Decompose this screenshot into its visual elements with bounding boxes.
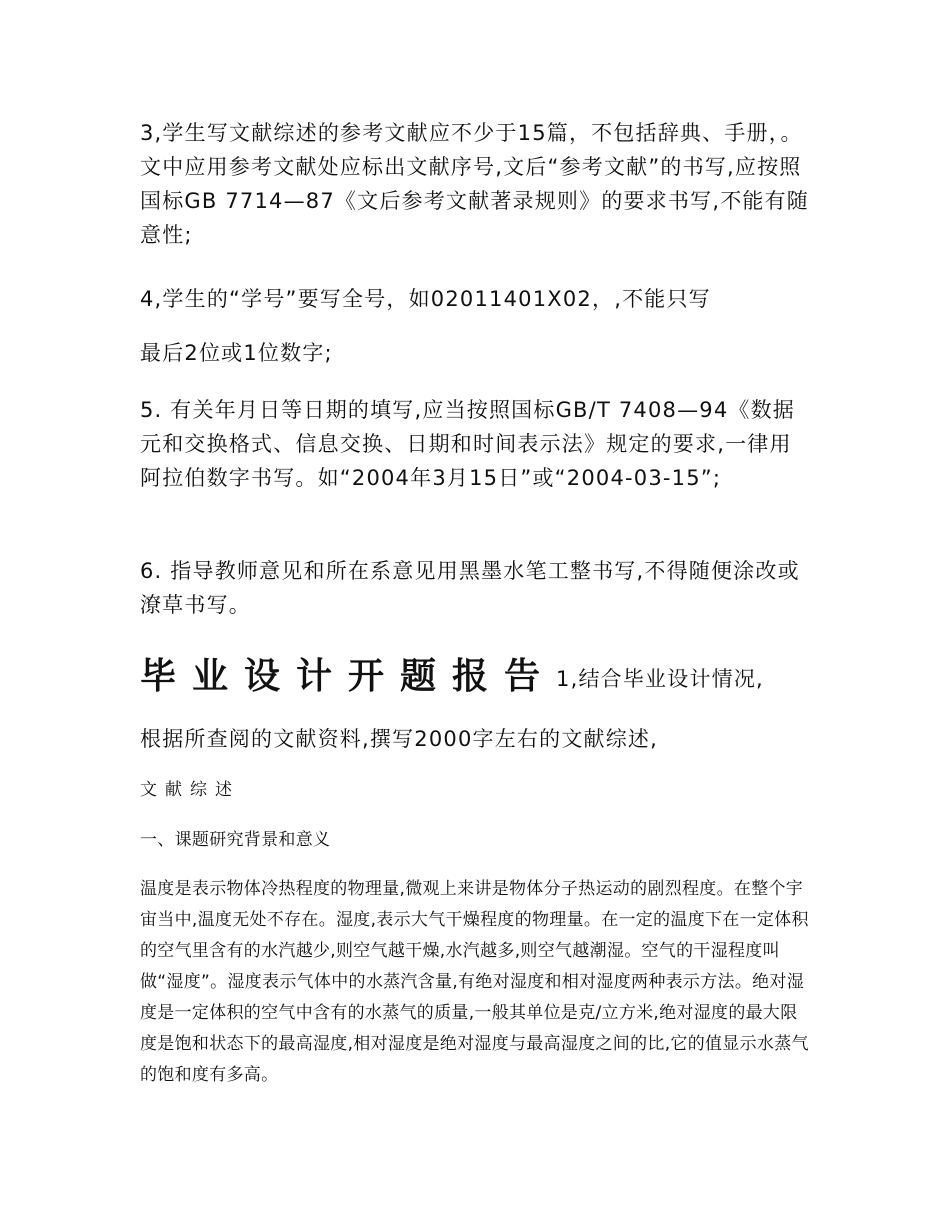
paragraph-item-4-line-2: 最后2位或1位数字; (140, 341, 333, 365)
title-tail-text: 1,结合毕业设计情况, (556, 667, 764, 691)
paragraph-item-4-line-1: 4,学生的“学号”要写全号，如02011401X02，,不能只写 (140, 287, 711, 311)
paragraph-item-6: 6. 指导教师意见和所在系意见用黑墨水笔工整书写,不得随便涂改或潦草书写。 (140, 559, 800, 617)
instruction-line: 根据所查阅的文献资料,撰写2000字左右的文献综述, (140, 727, 658, 751)
body-paragraph: 温度是表示物体冷热程度的物理量,微观上来讲是物体分子热运动的剧烈程度。在整个宇宙当中,温度无处不存在。湿度,表示大气干燥程度的物理量。在一定的温度下在一定体积的空气里含有的水汽越少,则空气越干燥,水汽越多,则空气越潮湿。空气的干湿程度叫做“湿度”。湿度表示气体中的水蒸汽含量,有绝对湿度和相对湿度两种表示方法。绝对湿度是一定体积的空气中含有的水蒸气的质量,一般其单位是克/立方米,绝对湿度的最大限度是饱和状态下的最高湿度,相对湿度是绝对湿度与最高湿度之间的比,它的值显示水蒸气的饱和度有多高。 (140, 879, 809, 1085)
report-title: 毕业设计开题报告 (140, 656, 557, 697)
lit-review-label-line (140, 776, 810, 804)
report-title-line (140, 652, 810, 706)
paragraph-item-5: 5. 有关年月日等日期的填写,应当按照国标GB/T 7408—94《数据元和交换格式、信息交换、日期和时间表示法》规定的要求,一律用阿拉伯数字书写。如“2004年3月15日”或“2004-03-15”; (140, 398, 796, 490)
section-heading-line (140, 826, 810, 854)
lit-review-label: 文献综述 (140, 780, 240, 800)
paragraph-item-3: 3,学生写文献综述的参考文献应不少于15篇，不包括辞典、手册，。文中应用参考文献处应标出文献序号,文后“参考文献”的书写,应按照国标GB 7714—87《文后参考文献著录规则》的要求书写,不能有随意性; (140, 121, 809, 247)
section-heading: 一、课题研究背景和意义 (140, 830, 331, 850)
